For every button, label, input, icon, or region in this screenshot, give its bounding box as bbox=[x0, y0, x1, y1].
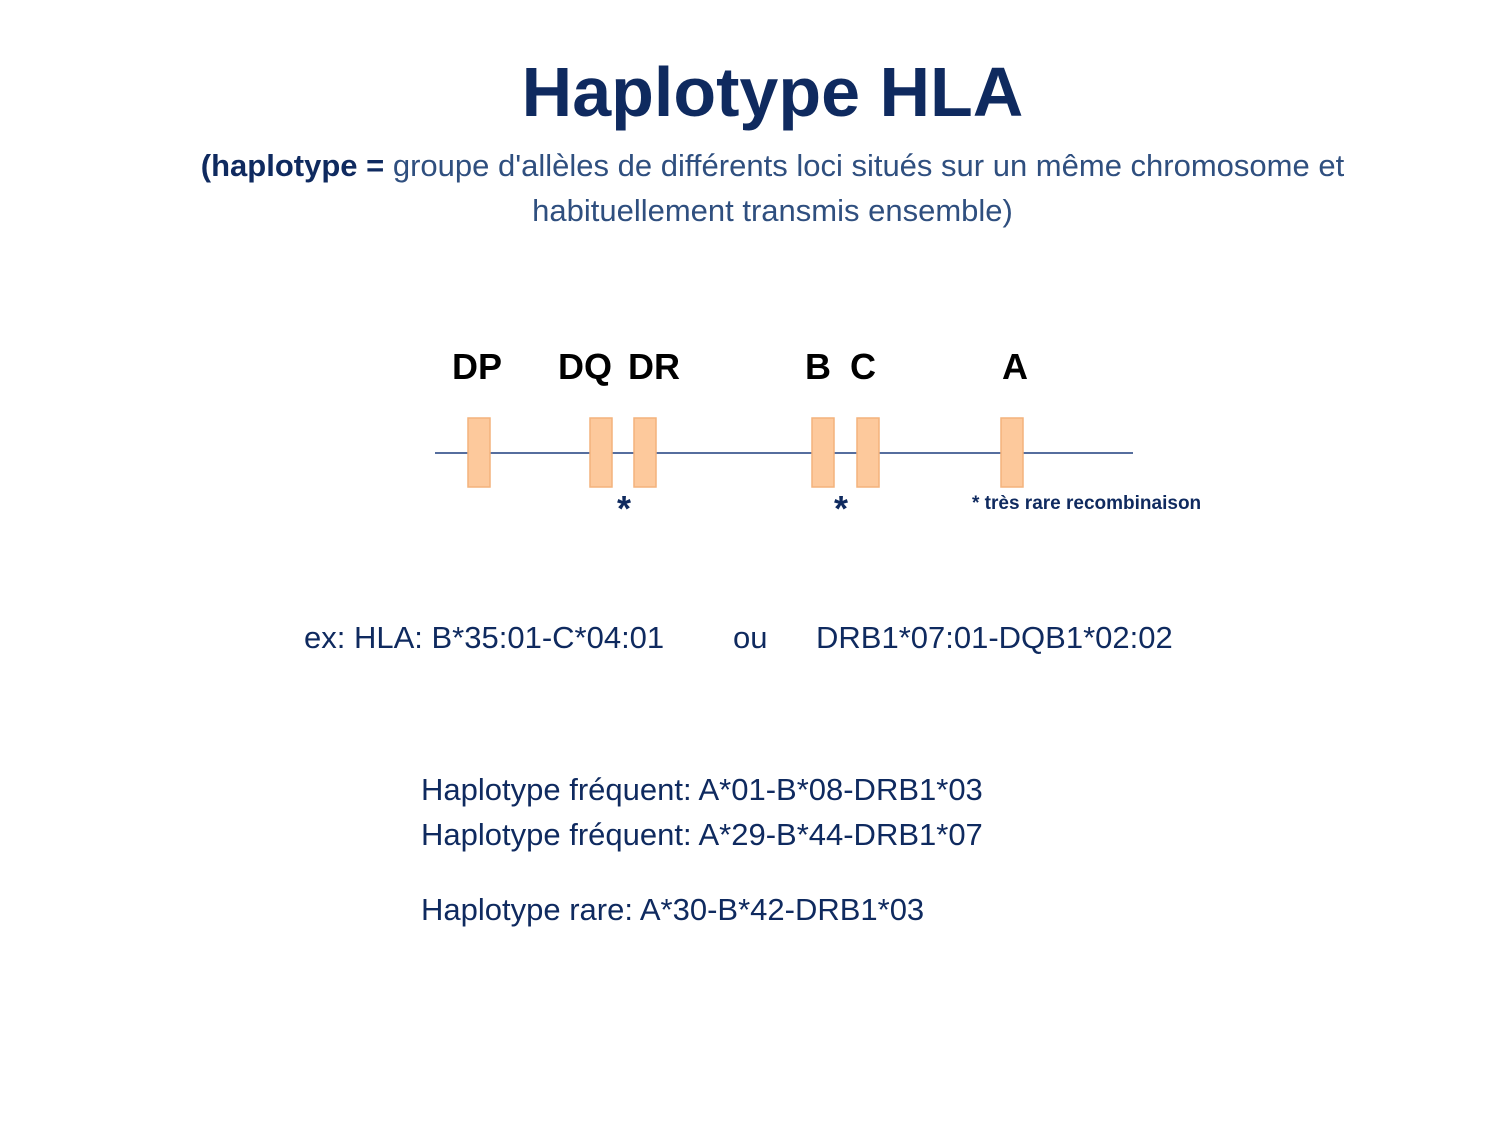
recombination-note: * très rare recombinaison bbox=[972, 493, 1202, 514]
gene-box-a bbox=[1001, 418, 1023, 487]
gene-box-dp bbox=[468, 418, 490, 487]
gene-box-dr bbox=[634, 418, 656, 487]
haplotype-frequent-2: Haplotype fréquent: A*29-B*44-DRB1*07 bbox=[421, 817, 983, 852]
gene-box-c bbox=[857, 418, 879, 487]
definition-line-1: groupe d'allèles de différents loci situés sur un même chromosome et bbox=[384, 148, 1345, 183]
recombination-marker-dq-dr: * bbox=[617, 488, 632, 529]
example-second: DRB1*07:01-DQB1*02:02 bbox=[816, 620, 1173, 655]
locus-label-a: A bbox=[1002, 346, 1028, 387]
gene-box-dq bbox=[590, 418, 612, 487]
haplotype-rare: Haplotype rare: A*30-B*42-DRB1*03 bbox=[421, 892, 925, 927]
definition-term: (haplotype = bbox=[200, 148, 385, 183]
example-prefix: ex: HLA: B*35:01-C*04:01 bbox=[304, 620, 665, 655]
example-connector: ou bbox=[733, 620, 768, 655]
locus-label-dp: DP bbox=[452, 346, 503, 387]
locus-label-c: C bbox=[850, 346, 876, 387]
recombination-marker-b-c: * bbox=[834, 488, 849, 529]
page-title: Haplotype HLA bbox=[521, 53, 1024, 131]
gene-box-b bbox=[812, 418, 834, 487]
locus-label-b: B bbox=[805, 346, 831, 387]
locus-label-dr: DR bbox=[628, 346, 680, 387]
locus-label-dq: DQ bbox=[558, 346, 612, 387]
definition-line-2: habituellement transmis ensemble) bbox=[532, 193, 1013, 228]
haplotype-frequent-1: Haplotype fréquent: A*01-B*08-DRB1*03 bbox=[421, 772, 983, 807]
